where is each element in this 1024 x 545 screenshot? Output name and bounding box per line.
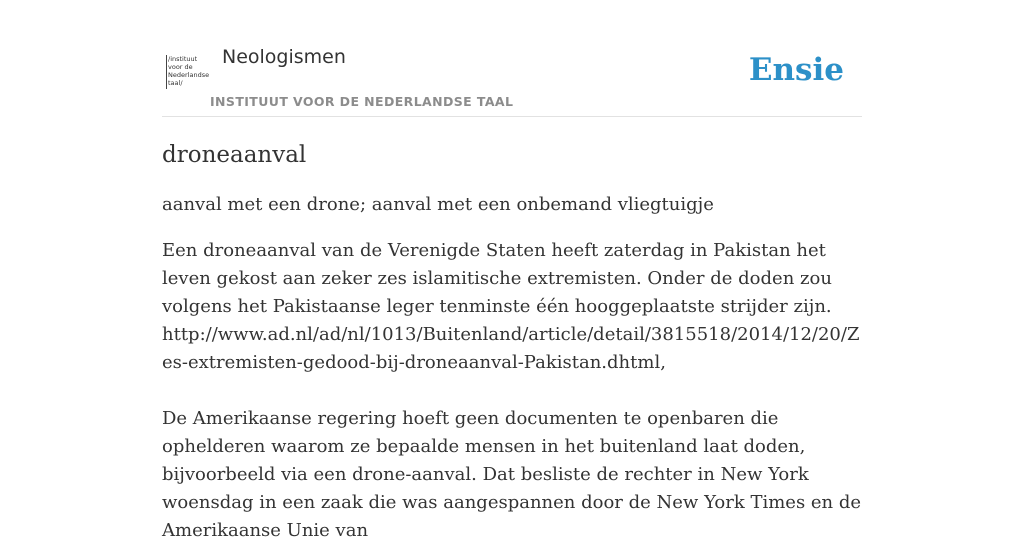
entry-definition: aanval met een drone; aanval met een onbemand vliegtuigje xyxy=(162,194,714,215)
site-header xyxy=(162,0,862,117)
entry-word: droneaanval xyxy=(162,142,307,168)
logo-line: taal/ xyxy=(168,79,183,87)
entry-examples xyxy=(162,237,862,545)
ensie-brand-link[interactable]: Ensie xyxy=(748,52,844,88)
site-subtitle: INSTITUUT VOOR DE NEDERLANDSE TAAL xyxy=(210,94,514,109)
logo-line: Nederlandse xyxy=(168,71,210,79)
logo-text xyxy=(168,55,209,87)
logo-line: /instituut xyxy=(168,55,198,63)
example-quote: Een droneaanval van de Verenigde Staten heeft zaterdag in Pakistan het leven gekost aan zeker zes islamitische extremisten. Onder de doden zou volgens het Pakistaanse leger tenminste één hooggeplaatste strijder zijn. http://www.ad.nl/ad/nl/1013/Buitenland/article/detail/3815518/2014/12/20/Zes-extremisten-gedood-bij-droneaanval-Pakistan.dhtml, xyxy=(162,240,860,373)
example-spacer xyxy=(162,377,862,405)
logo-line: voor de xyxy=(168,63,193,71)
logo-divider xyxy=(166,55,167,89)
site-title[interactable]: Neologismen xyxy=(222,46,346,68)
entry-content xyxy=(162,140,862,545)
ivdnt-logo[interactable] xyxy=(166,55,208,89)
example-quote: De Amerikaanse regering hoeft geen documenten te openbaren die ophelderen waarom ze bepaalde mensen in het buitenland laat doden, bijvoorbeeld via een drone-aanval. Dat besliste de rechter in New York woensdag in een zaak die was aangespannen door de New York Times en de Amerikaanse Unie van xyxy=(162,408,862,541)
